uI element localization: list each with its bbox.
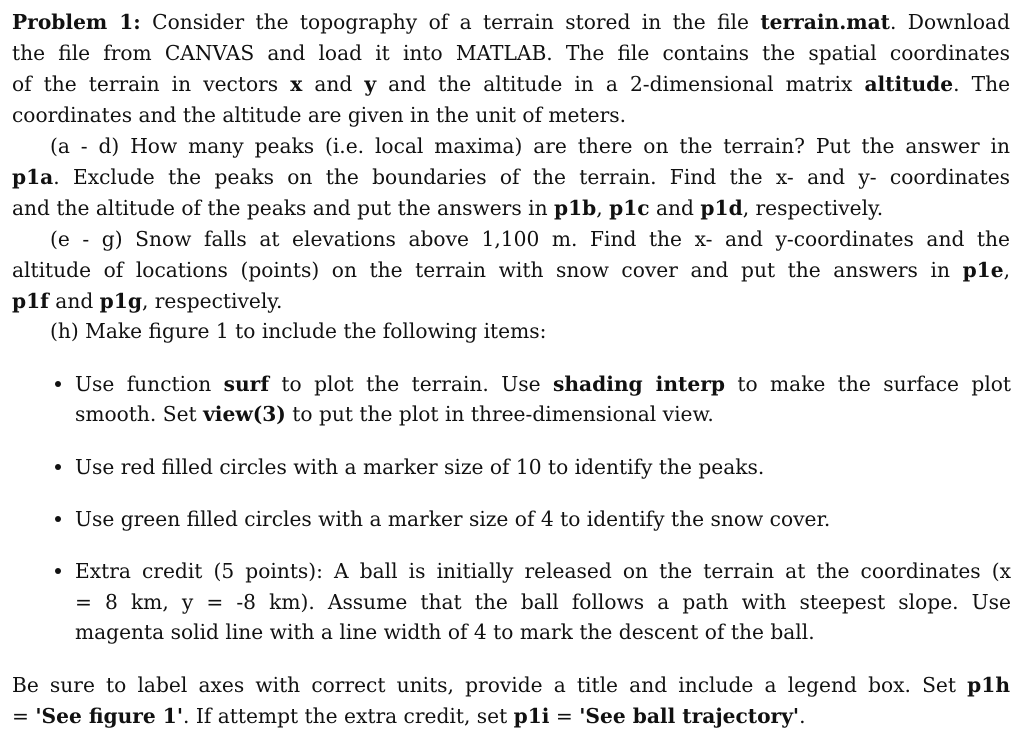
bullet-dot-2	[55, 464, 61, 470]
var-p1e: p1e	[962, 258, 1004, 282]
intro-line-3	[12, 69, 1010, 99]
part-h-line-1: (h) Make figure 1 to include the following items:	[50, 319, 547, 343]
part-eg-text: , respectively.	[141, 289, 283, 313]
var-p1a: p1a	[12, 165, 54, 189]
intro-text: Consider the topography of a terrain stored in the file	[152, 10, 749, 34]
part-eg-text: altitude of locations (points) on the terrain with snow cover and put the answers in	[12, 258, 950, 282]
bullet-text: smooth. Set	[75, 402, 197, 426]
var-altitude: altitude	[864, 72, 954, 96]
intro-line-1	[12, 7, 1010, 37]
part-ad-text: and the altitude of the peaks and put the answers in	[12, 196, 548, 220]
file-name: terrain.mat	[760, 10, 890, 34]
func-shading: shading interp	[552, 372, 725, 396]
part-ad-line-2	[12, 162, 1010, 192]
var-x: x	[290, 72, 303, 96]
closing-line-2	[12, 701, 806, 731]
var-p1g: p1g	[99, 289, 142, 313]
intro-line-2: the file from CANVAS and load it into MATLAB. The file contains the spatial coordinates	[12, 41, 1010, 65]
bullet-1-line-1	[75, 369, 1011, 399]
intro-text: of the terrain in vectors	[12, 72, 279, 96]
bullet-dot-3	[55, 516, 61, 522]
closing-text: .	[799, 704, 806, 728]
closing-text: Be sure to label axes with correct units, provide a title and include a legend box. Set	[12, 673, 956, 697]
part-eg-text: and	[55, 289, 94, 313]
var-p1i: p1i	[513, 704, 550, 728]
bullet-2-line-1: Use red filled circles with a marker size of 10 to identify the peaks.	[75, 455, 765, 479]
func-view: view(3)	[203, 402, 286, 426]
string-see-ball: 'See ball trajectory'	[579, 704, 800, 728]
var-p1b: p1b	[554, 196, 597, 220]
bullet-4-line-3: magenta solid line with a line width of 4 to mark the descent of the ball.	[75, 620, 815, 644]
var-p1c: p1c	[609, 196, 650, 220]
closing-text: =	[12, 704, 29, 728]
bullet-3-line-1: Use green filled circles with a marker size of 4 to identify the snow cover.	[75, 507, 831, 531]
closing-text: =	[555, 704, 573, 728]
bullet-4-line-2: = 8 km, y = -8 km). Assume that the ball follows a path with steepest slope. Use	[75, 590, 1011, 614]
string-see-figure: 'See figure 1'	[35, 704, 184, 728]
closing-line-1	[12, 670, 1010, 700]
part-eg-line-1: (e - g) Snow falls at elevations above 1,100 m. Find the x- and y-coordinates and the	[50, 227, 1010, 251]
bullet-dot-1	[55, 381, 61, 387]
intro-text: and	[314, 72, 353, 96]
bullet-1-line-2	[75, 399, 714, 429]
part-ad-line-1: (a - d) How many peaks (i.e. local maxima) are there on the terrain? Put the answer in	[50, 134, 1010, 158]
intro-text: . Download	[890, 10, 1010, 34]
closing-text: . If attempt the extra credit, set	[183, 704, 508, 728]
part-ad-text: and	[656, 196, 694, 220]
var-p1f: p1f	[12, 289, 49, 313]
bullet-4-line-1: Extra credit (5 points): A ball is initially released on the terrain at the coordinates (x	[75, 559, 1011, 583]
intro-line-4: coordinates and the altitude are given in the unit of meters.	[12, 103, 626, 127]
part-ad-text: , respectively.	[742, 196, 884, 220]
part-ad-text: . Exclude the peaks on the boundaries of the terrain. Find the x- and y- coordinates	[53, 165, 1010, 189]
var-y: y	[364, 72, 377, 96]
bullet-text: Use function	[75, 372, 212, 396]
part-ad-line-3	[12, 193, 883, 223]
var-p1h: p1h	[967, 673, 1010, 697]
part-ad-text: ,	[596, 196, 603, 220]
intro-text: and the altitude in a 2-dimensional matrix	[388, 72, 853, 96]
problem-label: Problem 1:	[12, 10, 141, 34]
part-eg-text: ,	[1003, 258, 1010, 282]
bullet-text: to plot the terrain. Use	[281, 372, 541, 396]
var-p1d: p1d	[700, 196, 743, 220]
bullet-text: to put the plot in three-dimensional view.	[292, 402, 714, 426]
func-surf: surf	[223, 372, 270, 396]
part-eg-line-2	[12, 255, 1010, 285]
intro-text: . The	[953, 72, 1011, 96]
part-eg-line-3	[12, 286, 282, 316]
bullet-dot-4	[55, 568, 61, 574]
bullet-text: to make the surface plot	[737, 372, 1012, 396]
